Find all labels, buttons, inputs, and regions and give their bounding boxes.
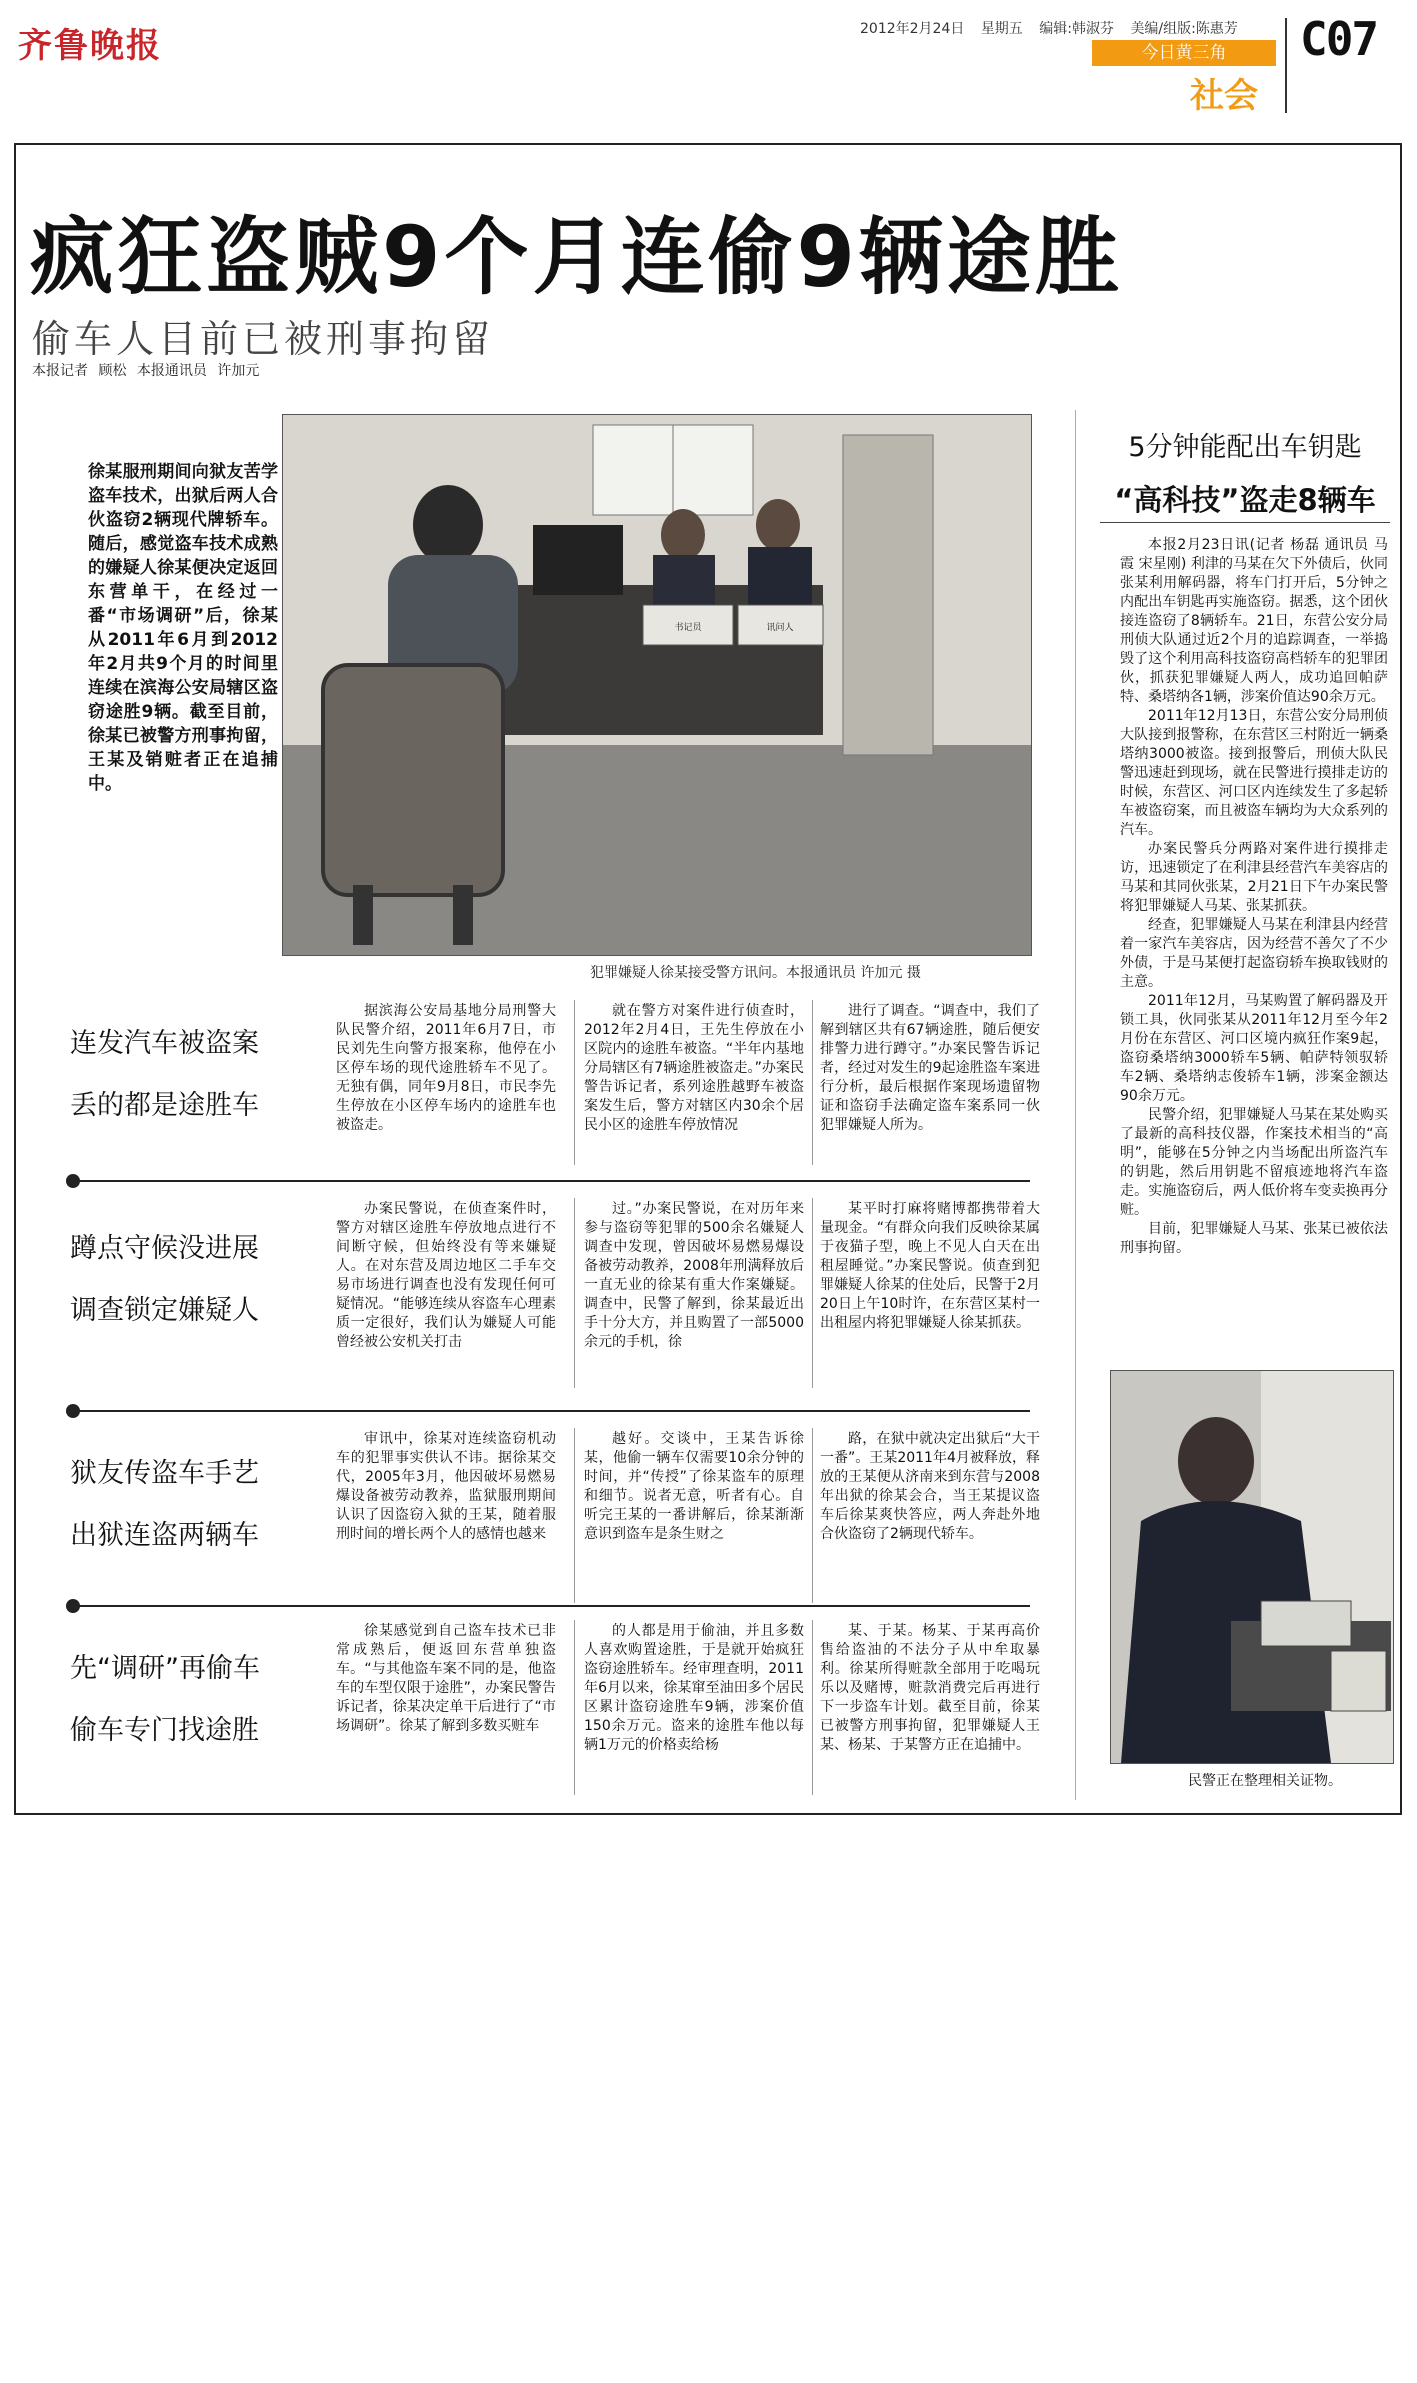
section-divider: [70, 1410, 1030, 1412]
section-heading-line: 丢的都是途胜车: [70, 1090, 259, 1121]
body-text: 办案民警说，在侦查案件时，警方对辖区途胜车停放地点进行不间断守候，但始终没有等来嫌疑人。在对东营及周边地区二手车交易市场进行调查也没有发现任何可疑情况。“能够连续从容盗车心理素质一定很好，我们认为嫌疑人可能曾经被公安机关打击: [336, 1201, 556, 1350]
byline: 本报记者 顾松 本报通讯员 许加元: [32, 363, 260, 379]
column-rule: [574, 1198, 575, 1388]
body-text: 进行了调查。“调查中，我们了解到辖区共有67辆途胜，随后便安排警力进行蹲守。”办案民警告诉记者，经过对发生的9起途胜盗车案进行分析，最后根据作案现场遗留物证和盗窃手法确定盗车案系同一伙犯罪嫌疑人所为。: [820, 1003, 1040, 1133]
body-text: 就在警方对案件进行侦查时，2012年2月4日，王先生停放在小区院内的途胜车被盗。“半年内基地分局辖区有7辆途胜被盗走。”办案民警告诉记者，系列途胜越野车被盗案发生后，警方对辖区内30余个居民小区的途胜车停放情况: [584, 1003, 804, 1133]
issue-date: 2012年2月24日: [860, 21, 965, 37]
sidebar-divider: [1075, 410, 1076, 1800]
sidebar-headline: 5分钟能配出车钥匙: [1128, 432, 1362, 463]
body-column: [820, 1622, 1040, 1755]
section-tag: 今日黄三角: [1092, 40, 1276, 66]
section-heading-line: 狱友传盗车手艺: [70, 1458, 259, 1489]
section-heading-line: 偷车专门找途胜: [70, 1715, 259, 1746]
sidebar-paragraph: 2011年12月13日，东营公安分局刑侦大队接到报警称，在东营区三村附近一辆桑塔纳3000被盗。接到报警后，刑侦大队民警迅速赶到现场，就在民警进行摸排走访的时候，东营区、河口区内连续发生了多起轿车被盗窃案，而且被盗车辆均为大众系列的汽车。: [1120, 708, 1388, 838]
body-text: 徐某感觉到自己盗车技术已非常成熟后，便返回东营单独盗车。“与其他盗车案不同的是，他盗车的车型仅限于途胜”，办案民警告诉记者，徐某决定单干后进行了“市场调研”。徐某了解到多数买赃车: [336, 1623, 556, 1734]
body-column: [820, 1430, 1040, 1544]
sidebar-paragraph: 本报2月23日讯(记者 杨磊 通讯员 马霞 宋星刚) 利津的马某在欠下外债后，伙同张某利用解码器，将车门打开后，5分钟之内配出车钥匙再实施盗窃。据悉，这个团伙接连盗窃了8辆轿车。21日，东营公安分局刑侦大队通过近2个月的追踪调查，一举捣毁了这个利用高科技盗窃高档轿车的犯罪团伙，抓获犯罪嫌疑人两人，成功追回帕萨特、桑塔纳各1辆，涉案价值达90余万元。: [1120, 537, 1388, 705]
body-column: [336, 1002, 556, 1135]
section-heading-1: [70, 1025, 310, 1149]
body-text: 某、于某。杨某、于某再高价售给盗油的不法分子从中牟取暴利。徐某所得赃款全部用于吃喝玩乐以及赌博，赃款消费完后再进行下一步盗车计划。截至目前，徐某已被警方刑事拘留，犯罪嫌疑人王某、杨某、于某警方正在追捕中。: [820, 1623, 1040, 1753]
body-column: [820, 1200, 1040, 1333]
body-column: [820, 1002, 1040, 1135]
masthead-meta: [860, 18, 1250, 38]
body-column: [336, 1200, 556, 1352]
evidence-photo: [1110, 1370, 1394, 1764]
section-divider: [70, 1180, 1030, 1182]
section-heading-line: 蹲点守候没进展: [70, 1233, 259, 1264]
sidebar-paragraph: 经查，犯罪嫌疑人马某在利津县内经营着一家汽车美容店，因为经营不善欠了不少外债，于是马某便打起盗窃轿车换取钱财的主意。: [1120, 917, 1388, 990]
masthead-divider: [1285, 18, 1287, 113]
column-rule: [812, 1620, 813, 1795]
issue-weekday: 星期五: [980, 21, 1023, 37]
sidebar-subheadline: “高科技”盗走8辆车: [1114, 483, 1376, 517]
evidence-photo-caption: 民警正在整理相关证物。: [1188, 1773, 1342, 1789]
body-text: 路，在狱中就决定出狱后“大干一番”。王某2011年4月被释放，释放的王某便从济南来到东营与2008年出狱的徐某会合，当王某提议盗车后徐某爽快答应，两人奔赴外地合伙盗窃了2辆现代轿车。: [820, 1431, 1040, 1542]
body-column: [584, 1002, 804, 1135]
sidebar-body: [1120, 536, 1388, 1258]
sidebar-paragraph: 办案民警兵分两路对案件进行摸排走访，迅速锁定了在利津县经营汽车美容店的马某和其同伙张某，2月21日下午办案民警将犯罪嫌疑人马某、张某抓获。: [1120, 841, 1388, 914]
section-heading-4: [70, 1650, 310, 1774]
editor-credit: 编辑:韩淑芬: [1039, 21, 1114, 37]
body-column: [584, 1200, 804, 1352]
page-number: C07: [1300, 12, 1378, 66]
body-text: 越好。交谈中，王某告诉徐某，他偷一辆车仅需要10余分钟的时间，并“传授”了徐某盗车的原理和细节。说者无意，听者有心。自听完王某的一番讲解后，徐某渐渐意识到盗车是条生财之: [584, 1431, 804, 1542]
body-column: [336, 1622, 556, 1736]
headline: 疯狂盗贼9个月连偷9辆途胜: [30, 208, 1123, 306]
body-text: 的人都是用于偷油，并且多数人喜欢购置途胜，于是就开始疯狂盗窃途胜轿车。经审理查明，2011年6月以来，徐某窜至油田多个居民区累计盗窃途胜车9辆，涉案价值150余万元。盗来的途胜车他以每辆1万元的价格卖给杨: [584, 1623, 804, 1753]
column-rule: [574, 1428, 575, 1603]
photo-caption: 犯罪嫌疑人徐某接受警方讯问。本报通讯员 许加元 摄: [590, 965, 921, 981]
body-text: 过。”办案民警说，在对历年来参与盗窃等犯罪的500余名嫌疑人调查中发现，曾因破坏易燃易爆设备被劳动教养，2008年刑满释放后一直无业的徐某有重大作案嫌疑。调查中，民警了解到，徐某最近出手十分大方，并且购置了一部5000余元的手机，徐: [584, 1201, 804, 1350]
divider-dot: [66, 1174, 80, 1188]
sidebar-paragraph: 2011年12月，马某购置了解码器及开锁工具，伙同张某从2011年12月至今年2月份在东营区、河口区境内疯狂作案9起，盗窃桑塔纳3000轿车5辆、帕萨特领驭轿车2辆、桑塔纳志俊轿车1辆，涉案金额达90余万元。: [1120, 993, 1388, 1104]
interrogation-photo-illustration: [283, 415, 1031, 955]
column-rule: [812, 1198, 813, 1388]
subheadline: 偷车人目前已被刑事拘留: [32, 317, 495, 361]
section-heading-2: [70, 1230, 310, 1354]
column-rule: [574, 1620, 575, 1795]
sidebar-rule: [1100, 522, 1390, 523]
divider-dot: [66, 1404, 80, 1418]
newspaper-logo: 齐鲁晚报: [18, 26, 162, 66]
clerk-placard: 书记员: [674, 623, 702, 633]
intro-lead: 徐某服刑期间向狱友苦学盗车技术，出狱后两人合伙盗窃2辆现代牌轿车。随后，感觉盗车技术成熟的嫌疑人徐某便决定返回东营单干，在经过一番“市场调研”后，徐某从2011年6月到2012年2月共9个月的时间里连续在滨海公安局辖区盗窃途胜9辆。截至目前，徐某已被警方刑事拘留，王某及销赃者正在追捕中。: [88, 462, 278, 794]
body-column: [584, 1430, 804, 1544]
section-heading-line: 出狱连盗两辆车: [70, 1520, 259, 1551]
section-heading-line: 调查锁定嫌疑人: [70, 1295, 259, 1326]
body-text: 某平时打麻将赌博都携带着大量现金。“有群众向我们反映徐某属于夜猫子型，晚上不见人白天在出租屋睡觉。”办案民警说。侦查到犯罪嫌疑人徐某的住处后，民警于2月20日上午10时许，在东营区某村一出租屋内将犯罪嫌疑人徐某抓获。: [820, 1201, 1040, 1331]
interrogator-placard: 讯问人: [766, 623, 794, 633]
body-text: 审讯中，徐某对连续盗窃机动车的犯罪事实供认不讳。据徐某交代，2005年3月，他因破坏易燃易爆设备被劳动教养，监狱服刑期间认识了因盗窃入狱的王某，随着服刑时间的增长两个人的感情也越来: [336, 1431, 556, 1542]
body-text: 据滨海公安局基地分局刑警大队民警介绍，2011年6月7日，市民刘先生向警方报案称，他停在小区停车场的现代途胜轿车不见了。无独有偶，同年9月8日，市民李先生停放在小区停车场内的途胜车也被盗走。: [336, 1003, 556, 1133]
interrogation-photo: [282, 414, 1032, 956]
sidebar-paragraph: 民警介绍，犯罪嫌疑人马某在某处购买了最新的高科技仪器，作案技术相当的“高明”，能够在5分钟之内当场配出所盗汽车的钥匙，然后用钥匙不留痕迹地将汽车盗走。实施盗窃后，两人低价将车变卖换再分赃。: [1120, 1107, 1388, 1218]
sidebar-paragraph: 目前，犯罪嫌疑人马某、张某已被依法刑事拘留。: [1120, 1221, 1388, 1256]
section-heading-line: 先“调研”再偷车: [70, 1653, 260, 1684]
section-divider: [70, 1605, 1030, 1607]
evidence-photo-illustration: [1111, 1371, 1393, 1763]
body-column: [584, 1622, 804, 1755]
divider-dot: [66, 1599, 80, 1613]
column-rule: [812, 1000, 813, 1165]
section-heading-line: 连发汽车被盗案: [70, 1028, 259, 1059]
column-rule: [812, 1428, 813, 1603]
section-heading-3: [70, 1455, 310, 1579]
column-rule: [574, 1000, 575, 1165]
designer-credit: 美编/组版:陈惠芳: [1130, 21, 1238, 37]
section-name: 社会: [1190, 76, 1258, 116]
body-column: [336, 1430, 556, 1544]
